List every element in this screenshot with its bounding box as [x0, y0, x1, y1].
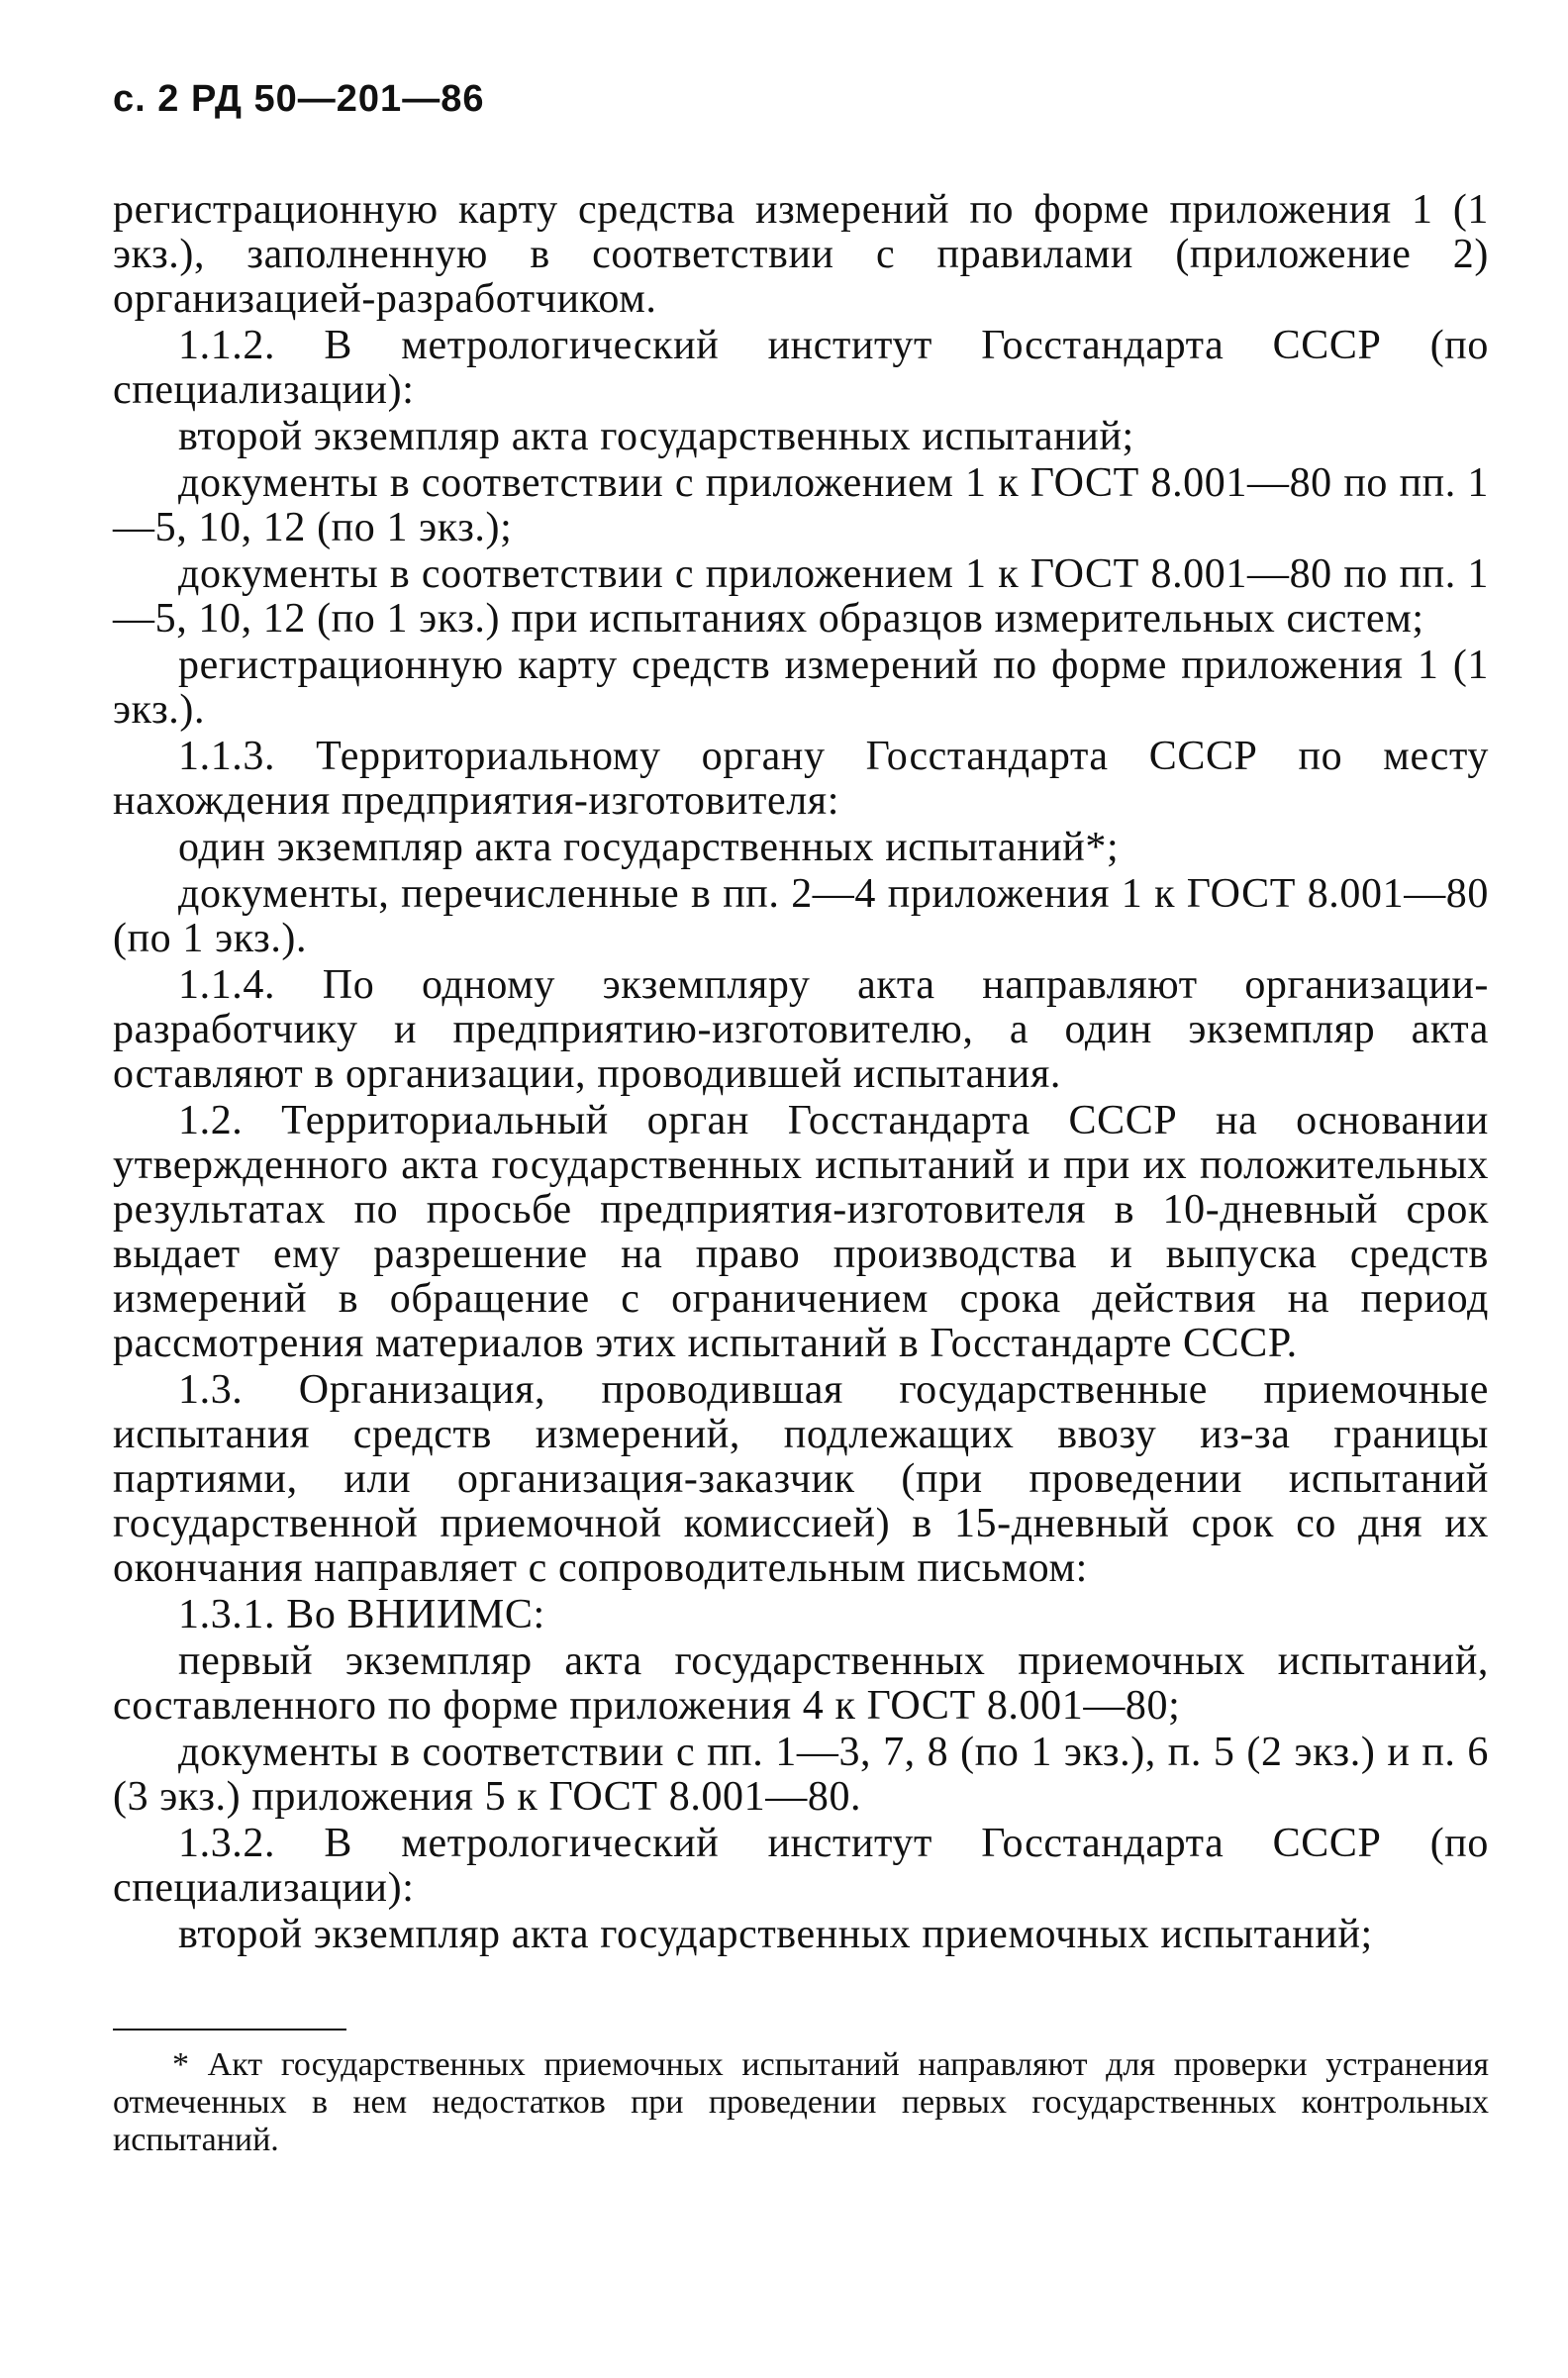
paragraph: второй экземпляр акта государственных испытаний;	[178, 414, 1134, 459]
paragraph: 1.3.2. В метрологический институт Госстандарта СССР (по специализации):	[113, 1821, 1489, 1911]
paragraph: 1.1.3. Территориальному органу Госстандарта СССР по месту нахождения предприятия-изготовителя:	[113, 734, 1489, 824]
paragraph: документы в соответствии с приложением 1 к ГОСТ 8.001—80 по пп. 1—5, 10, 12 (по 1 экз.);	[113, 460, 1489, 550]
paragraph: документы, перечисленные в пп. 2—4 приложения 1 к ГОСТ 8.001—80 (по 1 экз.).	[113, 871, 1489, 961]
body-text	[113, 188, 1489, 1957]
paragraph: документы в соответствии с пп. 1—3, 7, 8 (по 1 экз.), п. 5 (2 экз.) и п. 6 (3 экз.) приложения 5 к ГОСТ 8.001—80.	[113, 1730, 1489, 1820]
paragraph: 1.3.1. Во ВНИИМС:	[178, 1592, 545, 1637]
paragraph: 1.1.2. В метрологический институт Госстандарта СССР (по специализации):	[113, 323, 1489, 413]
paragraph: второй экземпляр акта государственных приемочных испытаний;	[178, 1912, 1373, 1957]
paragraph: 1.3. Организация, проводившая государственные приемочные испытания средств измерений, подлежащих ввозу из-за границы партиями, или организация-заказчик (при проведении испытаний государственной приемочной комиссией) в 15-дневный срок со дня их окончания направляет с сопроводительным письмом:	[113, 1367, 1489, 1591]
paragraph: 1.1.4. По одному экземпляру акта направляют организации-разработчику и предприятию-изготовителю, а один экземпляр акта оставляют в организации, проводившей испытания.	[113, 962, 1489, 1097]
footnote-section	[113, 2029, 1489, 2159]
paragraph: один экземпляр акта государственных испытаний*;	[178, 825, 1120, 870]
document-page	[113, 69, 1489, 2159]
paragraph: первый экземпляр акта государственных приемочных испытаний, составленного по форме приложения 4 к ГОСТ 8.001—80;	[113, 1638, 1489, 1729]
running-head: с. 2 РД 50—201—86	[113, 78, 485, 120]
footnote-divider	[113, 2029, 346, 2031]
paragraph: 1.2. Территориальный орган Госстандарта СССР на основании утвержденного акта государственных испытаний и при их положительных результатах по просьбе предприятия-изготовителя в 10-дневный срок выдает ему разрешение на право производства и выпуска средств измерений в обращение с ограничением срока действия на период рассмотрения материалов этих испытаний в Госстандарте СССР.	[113, 1098, 1489, 1366]
paragraph: документы в соответствии с приложением 1 к ГОСТ 8.001—80 по пп. 1—5, 10, 12 (по 1 экз.) при испытаниях образцов измерительных систем;	[113, 551, 1489, 642]
paragraph: регистрационную карту средства измерений по форме приложения 1 (1 экз.), заполненную в соответствии с правилами (приложение 2) организацией-разработчиком.	[113, 187, 1489, 322]
paragraph: регистрационную карту средств измерений по форме приложения 1 (1 экз.).	[113, 643, 1489, 733]
footnote-text: * Акт государственных приемочных испытаний направляют для проверки устранения отмеченных в нем недостатков при проведении первых государственных контрольных испытаний.	[113, 2046, 1489, 2158]
